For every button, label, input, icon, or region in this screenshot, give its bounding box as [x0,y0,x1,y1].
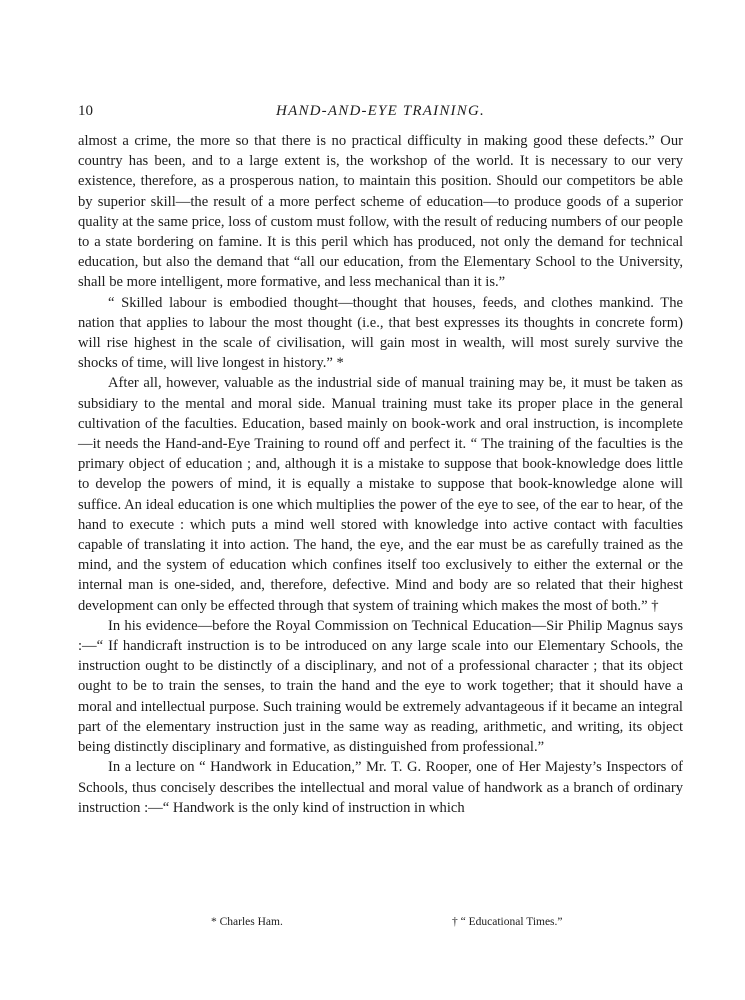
running-head: HAND-AND-EYE TRAINING. [276,103,485,119]
paragraph-5: In a lecture on “ Handwork in Education,” Mr. T. G. Rooper, one of Her Majesty’s Inspectors of Schools, thus concisely describes the intellectual and moral value of handwork as a branch of ordinary instruction :—“ Handwork is the only kind of instruction in which [78,759,683,816]
paragraph-3: After all, however, valuable as the industrial side of manual training may be, it must be taken as subsidiary to the mental and moral side. Manual training must take its proper place in the general cultivation of the faculties. Education, based mainly on book-work and oral instruction, is incomplete—it needs the Hand-and-Eye Training to round off and perfect it. “ The training of the faculties is the primary object of education ; and, although it is a mistake to suppose that book-knowledge does little to develop the powers of mind, it is equally a mistake to suppose that book-knowledge alone will suffice. An ideal education is one which multiplies the power of the eye to see, of the ear to hear, of the hand to execute : which puts a mind well stored with knowledge into active contact with faculties capable of translating it into action. The hand, the eye, and the ear must be as carefully trained as the mind, and the system of education which confines itself too exclusively to either the external or the internal man is one-sided, and, therefore, defective. Mind and body are so related that their highest development can only be effected through that system of training which makes the most of both.” † [78,375,683,614]
footnotes [78,916,683,934]
paragraph-1: almost a crime, the more so that there is no practical difficulty in making good these defects.” Our country has been, and to a large extent is, the workshop of the world. It is necessary to our very existence, therefore, as a prosperous nation, to maintain this position. Should our competitors be able by superior skill—the result of a more perfect scheme of education—to produce goods of a superior quality at the same price, loss of custom must follow, with the result of reducing numbers of our people to a state bordering on famine. It is this peril which has produced, not only the demand for technical education, but also the demand that “all our education, from the Elementary School to the University, shall be more intelligent, more formative, and less mechanical than it is.” [78,133,683,291]
footnote-educational-times: † “ Educational Times.” [452,916,563,928]
paragraph-4: In his evidence—before the Royal Commission on Technical Education—Sir Philip Magnus says :—“ If handicraft instruction is to be introduced on any large scale into our Elementary Schools, the instruction ought to be distinctly of a disciplinary, and not of a professional character ; that its object ought to be to train the senses, to train the hand and the eye to work together; that it should have a moral and intellectual purpose. Such training would be extremely advantageous if it became an integral part of the elementary instruction just in the same way as reading, arithmetic, and writing, its object being distinctly disciplinary and formative, as distinguished from professional.” [78,617,683,756]
footnote-charles-ham: * Charles Ham. [211,916,283,928]
page-number: 10 [78,103,93,119]
paragraph-2: “ Skilled labour is embodied thought—thought that houses, feeds, and clothes mankind. The nation that applies to labour the most thought (i.e., that best expresses its thoughts in concrete form) will rise highest in the scale of civilisation, will gain most in wealth, will most surely survive the shocks of time, will live longest in history.” * [78,294,683,372]
body-text [78,131,683,818]
page-header [78,103,683,125]
